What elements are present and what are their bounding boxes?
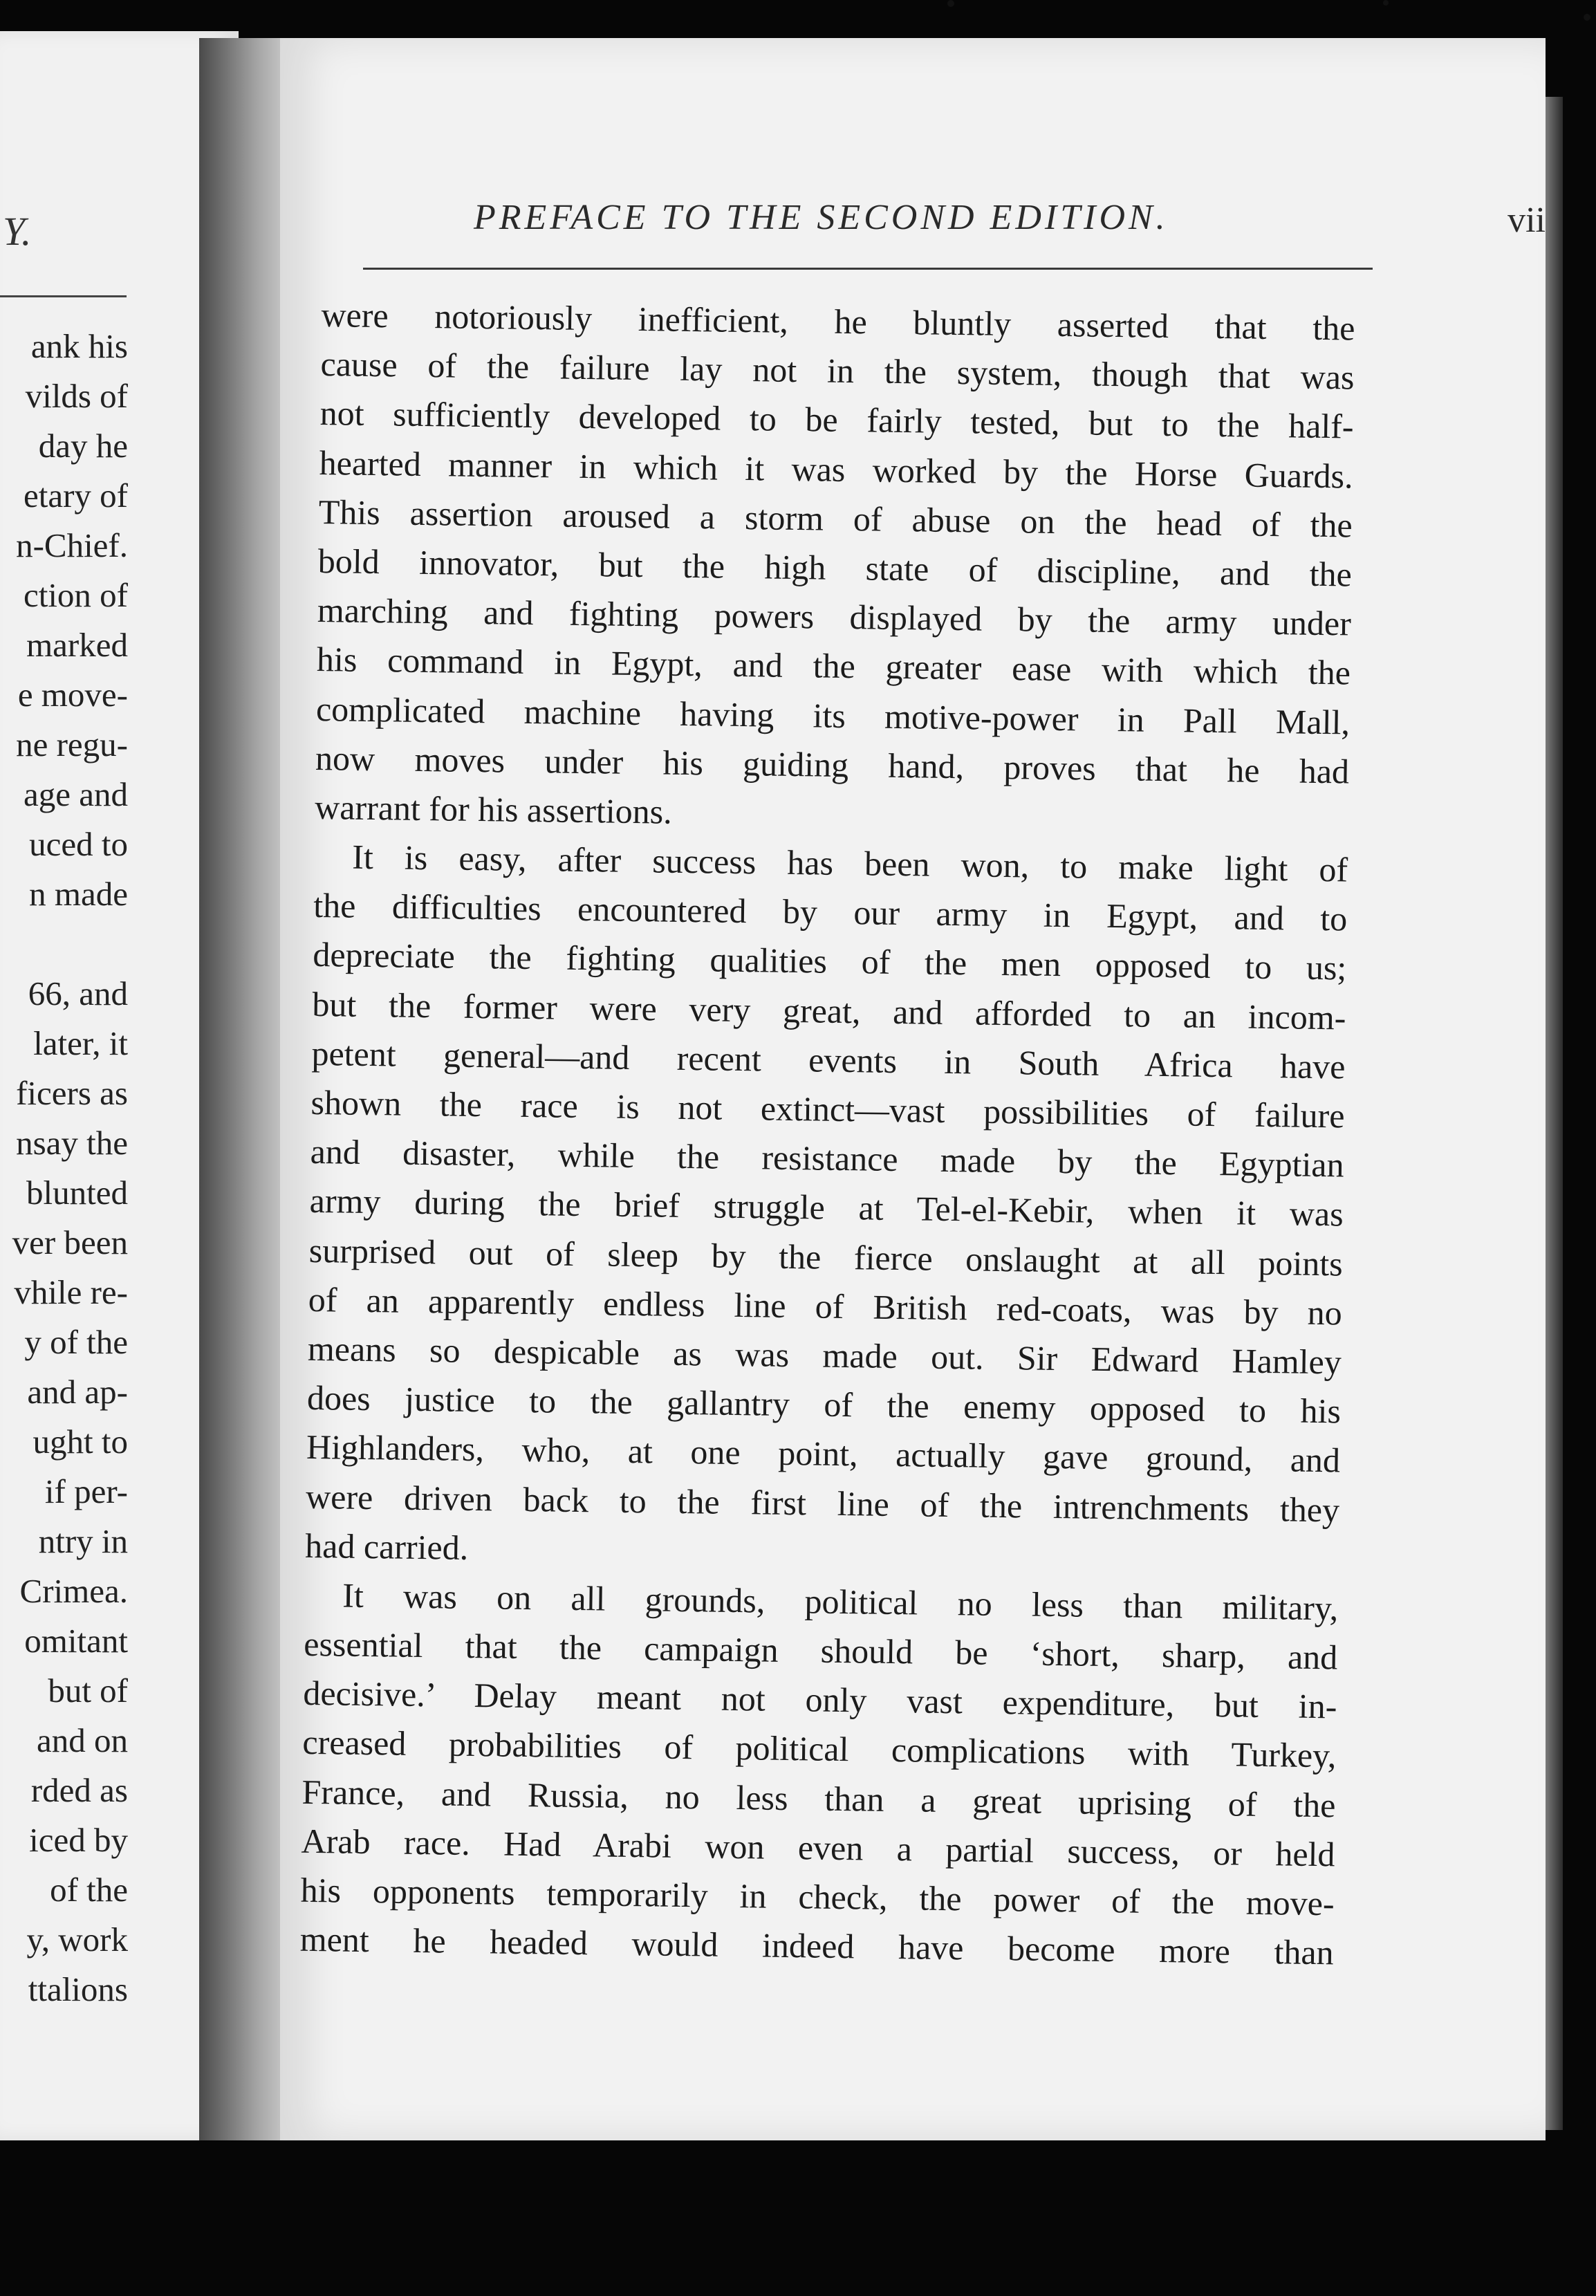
previous-page-line: uced to [29, 825, 128, 863]
text-line: bold innovator, but the high state of discipline, and the [317, 541, 1353, 594]
text-line: Arab race. Had Arabi won even a partial success, or held [301, 1821, 1335, 1874]
previous-page-line: ne regu- [16, 725, 128, 763]
text-line: hearted manner in which it was worked by the Horse Guards. [319, 443, 1353, 496]
text-line: now moves under his guiding hand, proves that he had [315, 738, 1350, 791]
previous-page-line: n-Chief. [16, 526, 128, 564]
text-line: It is easy, after success has been won, to make light of [351, 837, 1348, 889]
text-line: the difficulties encountered by our army in Egypt, and to [313, 886, 1348, 938]
previous-page-line: ttalions [28, 1970, 128, 2008]
page-number: vii [1507, 201, 1546, 240]
previous-page-line: vhile re- [14, 1273, 128, 1311]
previous-page-gap [0, 919, 128, 969]
previous-page-line: marked [26, 626, 128, 664]
previous-page-line: of the [50, 1871, 128, 1909]
text-line: had carried. [304, 1526, 469, 1567]
film-speck [947, 0, 954, 7]
text-line: creased probabilities of political complications with Turkey, [302, 1723, 1337, 1775]
paragraph [315, 290, 1355, 846]
running-head [474, 197, 1546, 259]
previous-page-line: iced by [29, 1821, 128, 1859]
previous-page-line: ank his [30, 327, 128, 365]
text-line: were driven back to the first line of the intrenchments they [305, 1476, 1340, 1529]
text-line: means so despicable as was made out. Sir Edward Hamley [307, 1328, 1342, 1382]
film-speck [1584, 14, 1590, 21]
page-edge [1546, 97, 1563, 2130]
previous-page-line: vilds of [25, 377, 128, 415]
text-line: army during the brief struggle at Tel-el-Kebir, when it was [309, 1181, 1344, 1234]
text-line: his command in Egypt, and the greater ease with which the [316, 640, 1351, 692]
previous-page-line: and on [37, 1721, 128, 1759]
previous-page-line: ction of [23, 576, 128, 614]
previous-page-line: rded as [30, 1771, 128, 1809]
text-line: cause of the failure lay not in the system, though that was [320, 344, 1355, 397]
previous-page-line: e move- [17, 676, 128, 714]
film-speck [1383, 0, 1389, 6]
text-line: his opponents temporarily in check, the power of the move- [300, 1870, 1335, 1923]
text-line: Highlanders, who, at one point, actually gave ground, and [306, 1427, 1341, 1480]
previous-page-line: but of [48, 1672, 128, 1710]
text-line: and disaster, while the resistance made by the Egyptian [310, 1132, 1344, 1185]
previous-page-line: blunted [26, 1174, 128, 1212]
text-line: complicated machine having its motive-power in Pall Mall, [315, 689, 1351, 742]
previous-page-line: y of the [24, 1323, 128, 1361]
text-line: but the former were very great, and afforded to an incom- [312, 984, 1346, 1037]
text-line: France, and Russia, no less than a great uprising of the [301, 1772, 1336, 1825]
previous-page-line: etary of [24, 476, 128, 515]
text-line: shown the race is not extinct—vast possibilities of failure [310, 1082, 1345, 1136]
previous-page-header-fragment: Y. [3, 209, 32, 254]
text-line: essential that the campaign should be ‘short, sharp, and [304, 1624, 1338, 1677]
previous-page-line: later, it [33, 1024, 128, 1062]
previous-page-line: day he [38, 427, 128, 465]
previous-page-line: ntry in [38, 1522, 128, 1560]
previous-page-line: omitant [24, 1622, 128, 1660]
text-line: marching and fighting powers displayed by the army under [317, 591, 1352, 643]
text-line: surprised out of sleep by the fierce onslaught at all points [308, 1230, 1344, 1284]
text-line: decisive.’ Delay meant not only vast expenditure, but in- [303, 1674, 1337, 1726]
previous-page-text [0, 322, 128, 2015]
body-text [299, 290, 1355, 1978]
previous-page-line: 66, and [28, 974, 128, 1012]
text-line: petent general—and recent events in South Africa have [311, 1033, 1346, 1086]
previous-page-header-rule [0, 295, 127, 297]
previous-page-line: nsay the [16, 1124, 128, 1162]
previous-page-line: age and [24, 775, 128, 813]
previous-page-line: n made [29, 875, 128, 913]
previous-page-line: ught to [33, 1423, 128, 1461]
text-line: does justice to the gallantry of the enemy opposed to his [306, 1378, 1342, 1431]
header-rule [363, 268, 1373, 270]
previous-page-line: and ap- [27, 1373, 128, 1411]
text-line: This assertion aroused a storm of abuse on the head of the [318, 492, 1353, 545]
text-line: warrant for his assertions. [314, 787, 673, 831]
text-line: of an apparently endless line of British red-coats, was by no [308, 1279, 1343, 1333]
previous-page-line: ficers as [16, 1074, 128, 1112]
text-line: depreciate the fighting qualities of the men opposed to us; [313, 935, 1347, 988]
paragraph [299, 1571, 1338, 1978]
running-title: PREFACE TO THE SECOND EDITION. [474, 198, 1169, 237]
previous-page-line: ver been [12, 1223, 128, 1261]
text-line: were notoriously inefficient, he bluntly asserted that the [321, 295, 1355, 348]
previous-page-line: if per- [44, 1472, 128, 1510]
paragraph [305, 832, 1348, 1584]
current-page [280, 38, 1546, 2140]
text-line: not sufficiently developed to be fairly tested, but to the half- [319, 394, 1354, 446]
text-line: ment he headed would indeed have become more than [299, 1919, 1335, 1972]
text-line: It was on all grounds, political no less than military, [342, 1575, 1339, 1628]
previous-page-line: y, work [26, 1920, 128, 1959]
previous-page-line: Crimea. [19, 1572, 128, 1610]
